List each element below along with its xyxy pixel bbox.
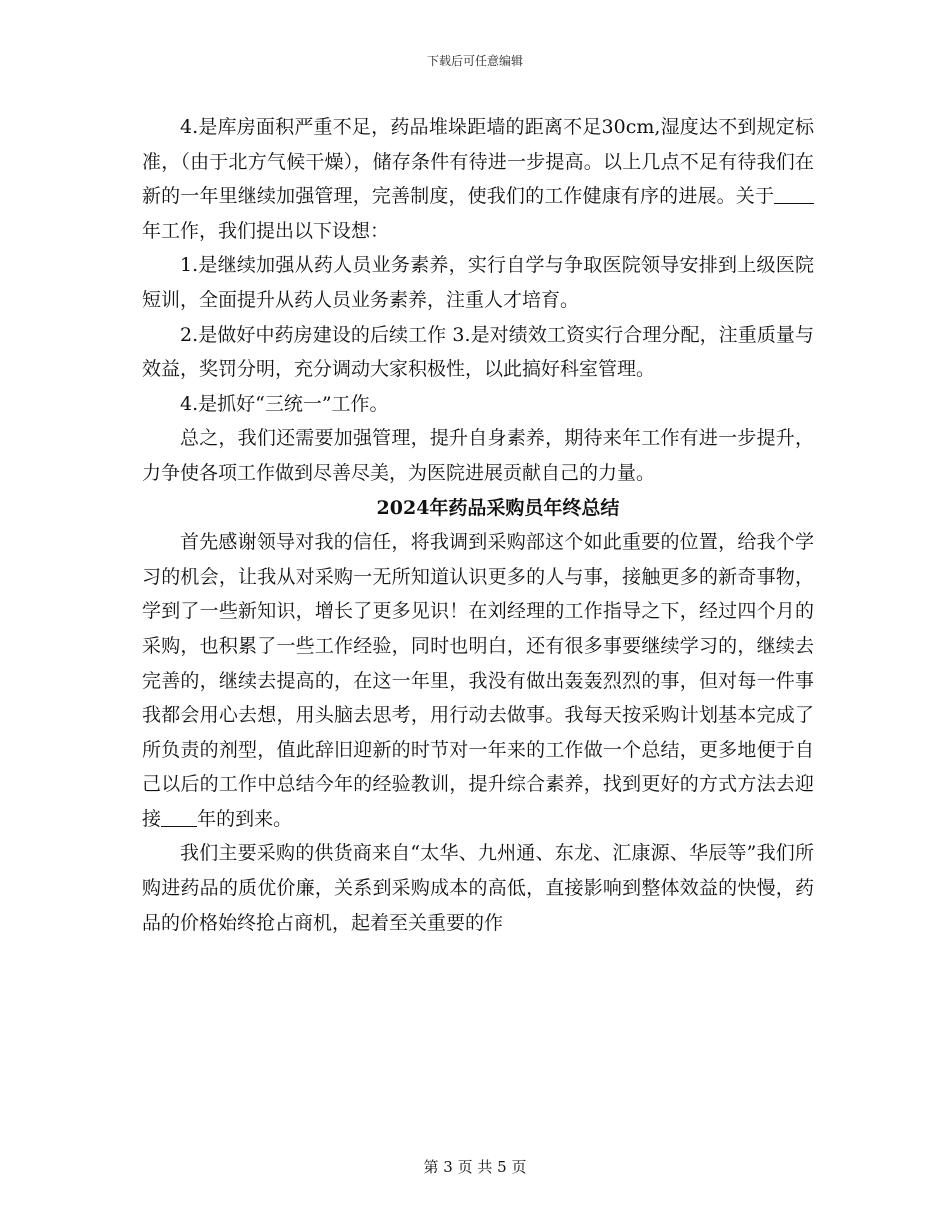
paragraph-text: 年工作，我们提出以下设想： <box>142 219 390 242</box>
paragraph-text: 4.是库房面积严重不足，药品堆垛距墙的距离不足30cm,湿度达不到规定标准，（由于北方气候干燥），储存条件有待进一步提高。以上几点不足有待我们在新的一年里继续加强管理，完善制度，使我们的工作健康有序的进展。关于 <box>142 116 814 208</box>
blank-underline <box>161 807 197 827</box>
paragraph-text: 首先感谢领导对我的信任，将我调到采购部这个如此重要的位置，给我个学习的机会，让我从对采购一无所知道认识更多的人与事，接触更多的新奇事物，学到了一些新知识，增长了更多见识！在刘经理的工作指导之下，经过四个月的采购，也积累了一些工作经验，同时也明白，还有很多事要继续学习的，继续去完善的，继续去提高的，在这一年里，我没有做出轰轰烈烈的事，但对每一件事我都会用心去想，用头脑去思考，用行动去做事。我每天按采购计划基本完成了所负责的剂型，值此辞旧迎新的时节对一年来的工作做一个总结，更多地便于自己以后的工作中总结今年的经验教训，提升综合素养，找到更好的方式方法去迎接 <box>142 531 814 830</box>
paragraph-text: 年的到来。 <box>197 807 293 830</box>
paragraph-intro <box>142 525 814 836</box>
paragraph-storage-issues <box>142 110 814 248</box>
page-header: 下载后可任意编辑 <box>426 54 523 68</box>
blank-underline <box>774 184 814 204</box>
paragraph-summary: 总之，我们还需要加强管理，提升自身素养，期待来年工作有进一步提升，力争使各项工作做到尽善尽美，为医院进展贡献自己的力量。 <box>142 427 814 484</box>
section-title: 2024年药品采购员年终总结 <box>376 496 620 519</box>
paragraph-plan-4: 4.是抓好“三统一”工作。 <box>180 392 389 415</box>
paragraph-plan-1: 1.是继续加强从药人员业务素养，实行自学与争取医院领导安排到上级医院短训，全面提升从药人员业务素养，注重人才培育。 <box>142 254 814 311</box>
paragraph-suppliers: 我们主要采购的供货商来自“太华、九州通、东龙、汇康源、华辰等”我们所购进药品的质优价廉，关系到采购成本的高低，直接影响到整体效益的快慢，药品的价格始终抢占商机，起着至关重要的作 <box>142 842 814 934</box>
paragraph-plan-2-3: 2.是做好中药房建设的后续工作 3.是对绩效工资实行合理分配，注重质量与效益，奖罚分明，充分调动大家积极性，以此搞好科室管理。 <box>142 323 814 381</box>
page-number: 第 3 页 共 5 页 <box>423 1158 527 1176</box>
document-body <box>142 110 814 940</box>
